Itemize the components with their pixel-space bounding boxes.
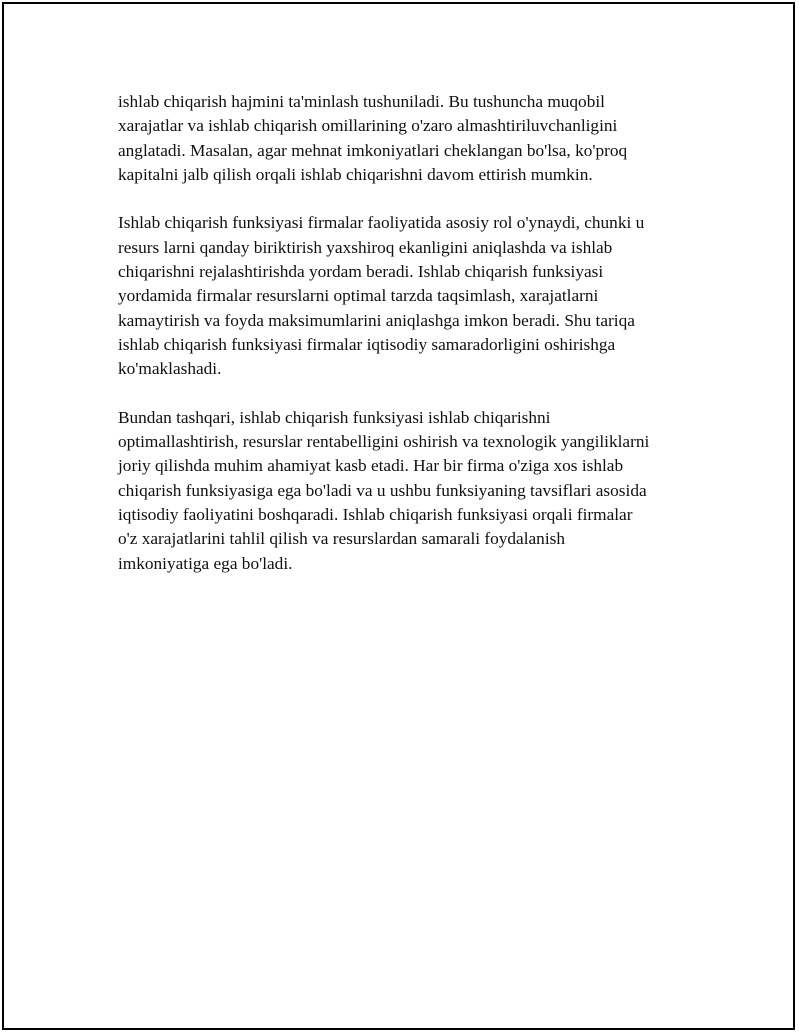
- text-line: kamaytirish va foyda maksimumlarini aniqlashga imkon beradi. Shu tariqa: [118, 310, 635, 330]
- text-line: imkoniyatiga ega bo'ladi.: [118, 553, 293, 573]
- text-line: iqtisodiy faoliyatini boshqaradi. Ishlab chiqarish funksiyasi orqali firmalar: [118, 505, 633, 525]
- text-line: joriy qilishda muhim ahamiyat kasb etadi. Har bir firma o'ziga xos ishlab: [118, 456, 624, 476]
- text-line: chiqarishni rejalashtirishda yordam beradi. Ishlab chiqarish funksiyasi: [118, 262, 604, 282]
- text-line: ishlab chiqarish funksiyasi firmalar iqtisodiy samaradorligini oshirishga: [118, 334, 616, 354]
- text-line: Bundan tashqari, ishlab chiqarish funksiyasi ishlab chiqarishni: [118, 407, 551, 427]
- text-line: optimallashtirish, resurslar rentabelligini oshirish va texnologik yangiliklarni: [118, 432, 650, 452]
- document-body: [118, 90, 718, 600]
- text-line: xarajatlar va ishlab chiqarish omillarining o'zaro almashtiriluvchanligini: [118, 116, 618, 136]
- text-line: chiqarish funksiyasiga ega bo'ladi va u ushbu funksiyaning tavsiflari asosida: [118, 480, 647, 500]
- text-line: Ishlab chiqarish funksiyasi firmalar faoliyatida asosiy rol o'ynaydi, chunki u: [118, 213, 645, 233]
- text-line: ko'maklashadi.: [118, 359, 222, 379]
- text-line: o'z xarajatlarini tahlil qilish va resurslardan samarali foydalanish: [118, 529, 565, 549]
- paragraph-3: [118, 406, 718, 576]
- text-line: yordamida firmalar resurslarni optimal tarzda taqsimlash, xarajatlarni: [118, 286, 599, 306]
- paragraph-2: [118, 211, 718, 381]
- text-line: kapitalni jalb qilish orqali ishlab chiqarishni davom ettirish mumkin.: [118, 164, 593, 184]
- text-line: anglatadi. Masalan, agar mehnat imkoniyatlari cheklangan bo'lsa, ko'proq: [118, 140, 628, 160]
- paragraph-1: [118, 90, 718, 187]
- text-line: resurs larni qanday biriktirish yaxshiroq ekanligini aniqlashda va ishlab: [118, 237, 613, 257]
- text-line: ishlab chiqarish hajmini ta'minlash tushuniladi. Bu tushuncha muqobil: [118, 92, 605, 111]
